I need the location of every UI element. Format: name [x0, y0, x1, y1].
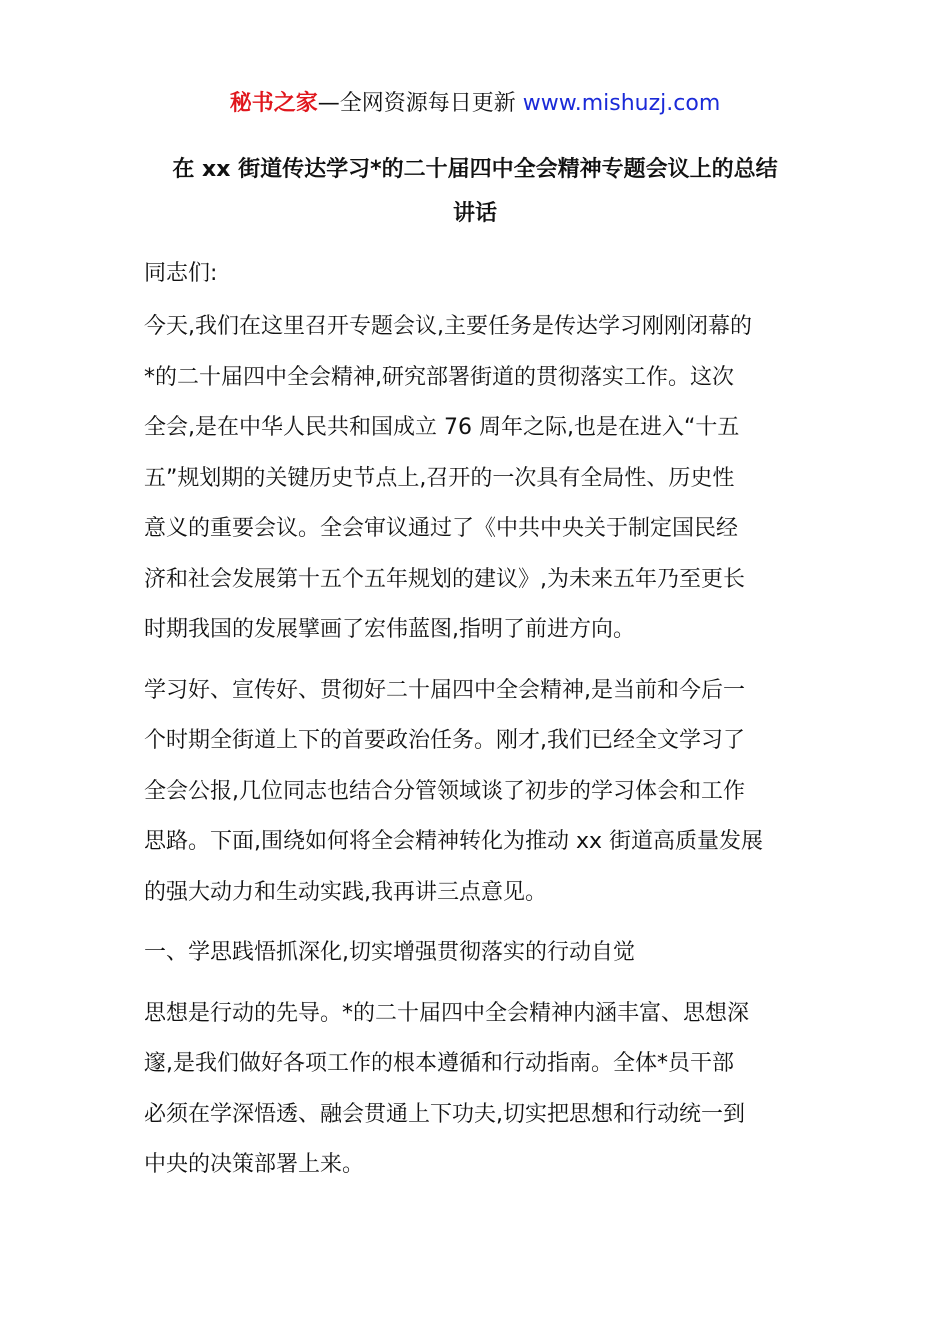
paragraph-3 [144, 989, 814, 1191]
text-line: 思想是行动的先导。*的二十届四中全会精神内涵丰富、思想深 [144, 1000, 750, 1026]
text-line: 时期我国的发展擘画了宏伟蓝图,指明了前进方向。 [144, 617, 635, 642]
text-line: *的二十届四中全会精神,研究部署街道的贯彻落实工作。这次 [144, 364, 734, 390]
brand-name: 秘书之家 [229, 91, 318, 116]
text-line: 济和社会发展第十五个五年规划的建议》,为未来五年乃至更长 [144, 566, 745, 592]
greeting: 同志们: [144, 261, 218, 286]
text-line: 今天,我们在这里召开专题会议,主要任务是传达学习刚刚闭幕的 [144, 314, 752, 339]
section-heading-1 [144, 928, 814, 979]
document-title [140, 148, 810, 236]
text-line: 五”规划期的关键历史节点上,召开的一次具有全局性、历史性 [144, 465, 735, 491]
paragraph-2 [144, 666, 814, 919]
text-line: 中央的决策部署上来。 [144, 1152, 365, 1177]
text-line: 一、学思践悟抓深化,切实增强贯彻落实的行动自觉 [144, 940, 635, 965]
site-url-link[interactable]: www.mishuzj.com [522, 91, 721, 116]
header-tagline: —全网资源每日更新 [317, 91, 516, 116]
text-line: 必须在学深悟透、融会贯通上下功夫,切实把思想和行动统一到 [144, 1101, 745, 1127]
text-line: 思路。下面,围绕如何将全会精神转化为推动 xx 街道高质量发展 [144, 829, 764, 854]
title-line: 在 xx 街道传达学习*的二十届四中全会精神专题会议上的总结 [172, 157, 778, 182]
text-line: 邃,是我们做好各项工作的根本遵循和行动指南。全体*员干部 [144, 1051, 734, 1076]
text-line: 意义的重要会议。全会审议通过了《中共中央关于制定国民经 [144, 516, 739, 541]
site-header [0, 86, 950, 122]
title-line: 讲话 [452, 201, 497, 226]
paragraph-1 [144, 302, 814, 656]
text-line: 全会公报,几位同志也结合分管领域谈了初步的学习体会和工作 [144, 778, 745, 804]
text-line: 学习好、宣传好、贯彻好二十届四中全会精神,是当前和今后一 [144, 677, 745, 703]
text-line: 的强大动力和生动实践,我再讲三点意见。 [144, 879, 547, 905]
document-body [144, 254, 814, 1201]
text-line: 个时期全街道上下的首要政治任务。刚才,我们已经全文学习了 [144, 728, 745, 753]
text-line: 全会,是在中华人民共和国成立 76 周年之际,也是在进入“十五 [144, 415, 740, 440]
